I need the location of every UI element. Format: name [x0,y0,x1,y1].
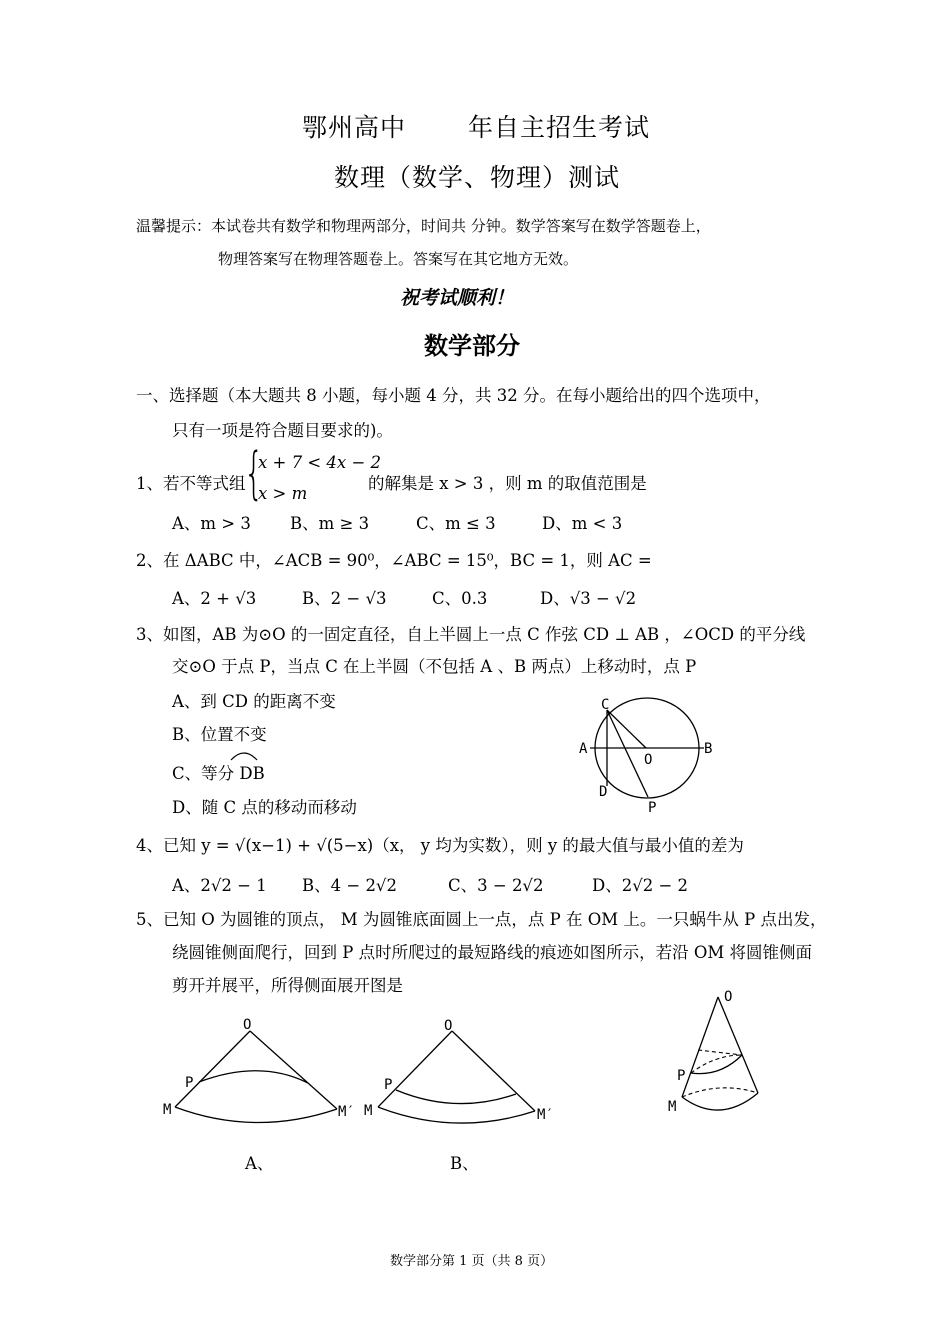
blessing: 祝考试顺利！ [400,287,515,309]
q3-line-1: 3、如图，AB 为⊙O 的一固定直径，自上半圆上一点 C 作弦 CD ⊥ AB ，∠OCD 的平分线 [136,625,806,644]
exam-title: 年自主招生考试 [468,113,651,142]
fig-a-label-m: M [163,1102,172,1118]
section1-line-1: 一、选择题（本大题共 8 小题，每小题 4 分，共 32 分。在每小题给出的四个选项中， [136,386,771,405]
cone-label-m: M [668,1099,677,1115]
q1-equation-2: x > m [258,484,308,503]
q4-option-d: D、2√2 − 2 [592,876,689,895]
q1-equation-1: x + 7 < 4x − 2 [258,453,382,472]
school-name: 鄂州高中 [302,113,407,142]
page-footer: 数学部分第 1 页（共 8 页） [390,1254,554,1269]
q2-option-c: C、0.3 [432,589,488,608]
page-subtitle: 数理（数学、物理）测试 [334,163,621,192]
q5-option-a-label: A、 [245,1154,274,1173]
q1-suffix: 的解集是 x > 3 ，则 m 的取值范围是 [368,474,647,493]
label-d: D [599,784,608,800]
notice-line-2: 物理答案写在物理答题卷上。答案写在其它地方无效。 [218,250,579,268]
q2-option-d: D、√3 − √2 [540,589,637,608]
fig-b-label-o: O [444,1018,453,1034]
fig-b-label-m: M [364,1103,373,1119]
cone-label-o: O [724,989,733,1005]
q5-option-b-label: B、 [450,1154,479,1173]
q1-option-a: A、m > 3 [172,514,251,533]
notice-line-1: 温馨提示：本试卷共有数学和物理两部分，时间共 分钟。数学答案写在数学答题卷上， [136,217,711,235]
arc-mark [228,748,260,762]
sector-figure-a [160,1015,360,1130]
q1-option-d: D、m < 3 [542,514,623,533]
q4-option-a: A、2√2 − 1 [172,876,267,895]
fig-a-label-o: O [243,1017,252,1033]
q3-option-b: B、位置不变 [172,725,267,744]
label-c: C [601,697,610,713]
cone-figure [660,985,770,1125]
q3-option-d: D、随 C 点的移动而移动 [172,798,357,817]
fig-b-label-m-prime: M′ [537,1107,554,1123]
q5-line-3: 剪开并展平，所得侧面展开图是 [172,976,403,995]
q3-option-a: A、到 CD 的距离不变 [172,692,336,711]
label-p: P [648,800,657,816]
q2-text: 2、在 ΔABC 中，∠ACB = 90⁰，∠ABC = 15⁰，BC = 1，则 AC = [136,551,652,570]
fig-b-label-p: P [384,1077,393,1093]
q5-line-2: 绕圆锥侧面爬行，回到 P 点时所爬过的最短路线的痕迹如图所示，若沿 OM 将圆锥侧面 [172,943,813,962]
q3-option-c: C、等分 DB [172,764,265,783]
q4-text: 4、已知 y = √(x−1) + √(5−x)（x， y 均为实数），则 y 的最大值与最小值的差为 [136,836,744,855]
q3-line-2: 交⊙O 于点 P，当点 C 在上半圆（不包括 A 、B 两点）上移动时，点 P [172,657,697,676]
system-brace: { [244,441,264,506]
fig-a-label-p: P [185,1075,194,1091]
q2-option-a: A、2 + √3 [172,589,257,608]
section-title: 数学部分 [424,332,520,360]
q2-option-b: B、2 − √3 [302,589,387,608]
q5-line-1: 5、已知 O 为圆锥的顶点， M 为圆锥底面圆上一点，点 P 在 OM 上。一只蜗牛从 P 点出发， [136,910,827,929]
cone-label-p: P [677,1068,686,1084]
label-o: O [644,752,653,768]
section1-line-2: 只有一项是符合题目要求的)。 [172,421,393,440]
circle-diagram [572,690,722,820]
q1-option-b: B、m ≥ 3 [290,514,370,533]
q1-option-c: C、m ≤ 3 [416,514,496,533]
q1-prefix: 1、若不等式组 [136,474,246,493]
fig-a-label-m-prime: M′ [338,1104,355,1120]
q4-option-b: B、4 − 2√2 [302,876,397,895]
sector-figure-b [360,1015,560,1130]
label-b: B [704,741,713,757]
label-a: A [579,741,588,757]
q4-option-c: C、3 − 2√2 [448,876,544,895]
